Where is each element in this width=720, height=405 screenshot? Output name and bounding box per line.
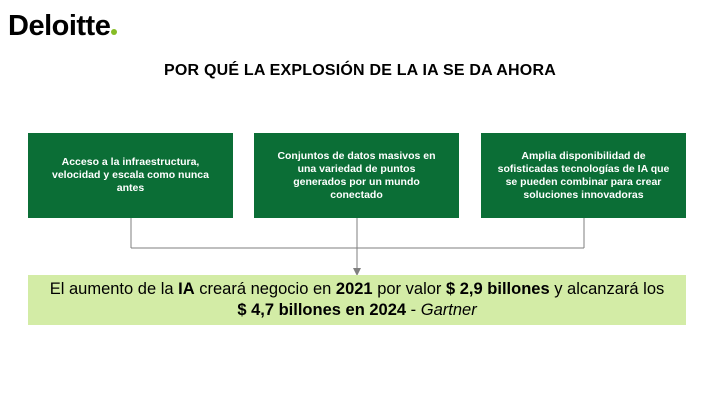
reason-box-text: Conjuntos de datos masivos en una variedad de puntos generados por un mundo conectado — [277, 149, 436, 201]
banner-source: Gartner — [420, 301, 477, 319]
forecast-banner — [28, 275, 686, 325]
banner-ia: IA — [178, 280, 195, 298]
banner-text-5: - — [406, 301, 421, 319]
banner-amount-2024: $ 4,7 billones en 2024 — [237, 301, 407, 319]
banner-text-2: creará negocio en — [194, 280, 336, 298]
forecast-text — [48, 279, 666, 321]
banner-text-1: El aumento de la — [49, 280, 179, 298]
reason-box-text: Acceso a la infraestructura, velocidad y escala como nunca antes — [52, 156, 209, 194]
banner-text-4: y alcanzará los — [549, 280, 665, 298]
banner-amount-2021: $ 2,9 billones — [446, 280, 550, 298]
logo-text: Deloitte — [8, 10, 111, 42]
banner-text-3: por valor — [372, 280, 446, 298]
page-title: POR QUÉ LA EXPLOSIÓN DE LA IA SE DA AHORA — [164, 62, 556, 79]
reason-box-text: Amplia disponibilidad de sofisticadas tecnologías de IA que se pueden combinar para crear soluciones innovadoras — [497, 149, 670, 201]
banner-year-2021: 2021 — [335, 280, 373, 298]
